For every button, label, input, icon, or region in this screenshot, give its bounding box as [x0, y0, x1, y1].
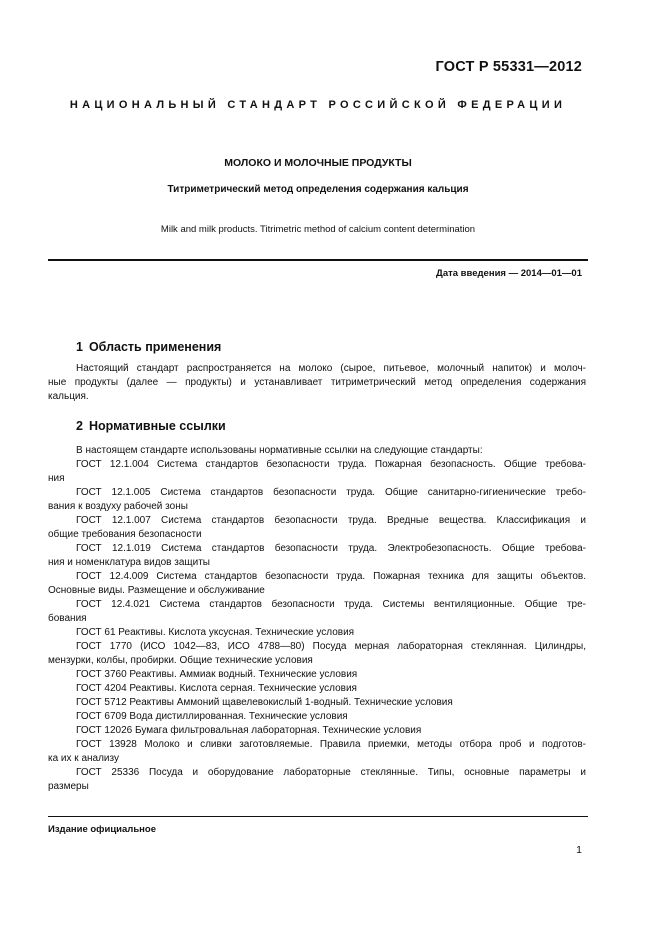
section-number: 1	[76, 340, 83, 354]
reference-line: общие требования безопасности	[48, 529, 202, 540]
reference-line: размеры	[48, 781, 89, 792]
reference-line: ГОСТ 12.1.005 Система стандартов безопасности труда. Общие санитарно-гигиенические требо-	[76, 487, 586, 498]
reference-line: ГОСТ 12026 Бумага фильтровальная лабораторная. Технические условия	[76, 725, 422, 736]
section-number: 2	[76, 419, 83, 433]
reference-line: В настоящем стандарте использованы нормативные ссылки на следующие стандарты:	[76, 445, 483, 456]
document-title-english: Milk and milk products. Titrimetric method of calcium content determination	[160, 224, 476, 235]
reference-line: вания к воздуху рабочей зоны	[48, 501, 188, 512]
section-title: Область применения	[88, 340, 222, 354]
reference-line: ГОСТ 12.4.009 Система стандартов безопасности труда. Пожарная техника для защиты объектов.	[76, 571, 586, 582]
edition-label: Издание официальное	[48, 824, 156, 835]
reference-line: ка их к анализу	[48, 753, 119, 764]
scope-line: ные продукты (далее — продукты) и устанавливает титриметрический метод определения содержания	[48, 377, 586, 388]
reference-line: ГОСТ 6709 Вода дистиллированная. Технические условия	[76, 711, 348, 722]
scope-line: Настоящий стандарт распространяется на молоко (сырое, питьевое, молочный напиток) и молоч-	[76, 363, 586, 374]
footer-divider	[48, 816, 588, 817]
document-title: МОЛОКО И МОЛОЧНЫЕ ПРОДУКТЫ	[224, 157, 412, 169]
reference-line: ГОСТ 3760 Реактивы. Аммиак водный. Технические условия	[76, 669, 358, 680]
reference-line: ГОСТ 5712 Реактивы Аммоний щавелевокислый 1-водный. Технические условия	[76, 697, 453, 708]
reference-line: бования	[48, 613, 87, 624]
reference-line: ГОСТ 13928 Молоко и сливки заготовляемые. Правила приемки, методы отбора проб и подготов-	[76, 739, 586, 750]
page-number: 1	[576, 844, 582, 856]
scope-line: кальция.	[48, 391, 89, 402]
introduction-date: Дата введения — 2014—01—01	[436, 268, 582, 279]
reference-line: ГОСТ 12.1.007 Система стандартов безопасности труда. Вредные вещества. Классификация и	[76, 515, 586, 526]
reference-line: ГОСТ 61 Реактивы. Кислота уксусная. Технические условия	[76, 627, 355, 638]
reference-line: ния	[48, 473, 65, 484]
reference-line: ГОСТ 12.4.021 Система стандартов безопасности труда. Системы вентиляционные. Общие тре-	[76, 599, 586, 610]
document-subtitle: Титриметрический метод определения содержания кальция	[167, 184, 469, 195]
reference-line: ГОСТ 12.1.004 Система стандартов безопасности труда. Пожарная безопасность. Общие требова-	[76, 459, 586, 470]
title-divider	[48, 259, 588, 261]
reference-line: мензурки, колбы, пробирки. Общие технические условия	[48, 655, 313, 666]
reference-line: ГОСТ 4204 Реактивы. Кислота серная. Технические условия	[76, 683, 357, 694]
section-2-heading	[76, 419, 226, 433]
national-standard-banner: НАЦИОНАЛЬНЫЙ СТАНДАРТ РОССИЙСКОЙ ФЕДЕРАЦИИ	[69, 99, 567, 111]
reference-line: Основные виды. Размещение и обслуживание	[48, 585, 265, 596]
reference-line: ГОСТ 25336 Посуда и оборудование лабораторные стеклянные. Типы, основные параметры и	[76, 767, 586, 778]
reference-line: ГОСТ 1770 (ИСО 1042—83, ИСО 4788—80) Посуда мерная лабораторная стеклянная. Цилиндры,	[76, 641, 586, 652]
section-1-heading	[76, 340, 221, 354]
reference-line: ГОСТ 12.1.019 Система стандартов безопасности труда. Электробезопасность. Общие требова-	[76, 543, 586, 554]
document-code: ГОСТ Р 55331—2012	[435, 59, 582, 75]
reference-line: ния и номенклатура видов защиты	[48, 557, 210, 568]
section-title: Нормативные ссылки	[88, 419, 226, 433]
